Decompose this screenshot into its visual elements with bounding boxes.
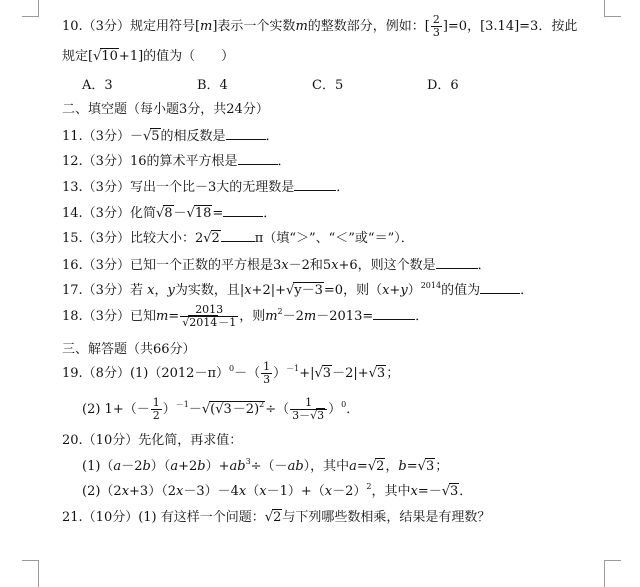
question-19 [62, 359, 399, 389]
radical-sign: √ [203, 231, 212, 246]
q14-text: － [173, 206, 187, 221]
radical-sign: √ [93, 49, 102, 64]
q17-text: + [389, 283, 401, 298]
crop-mark-top-right-h [604, 16, 621, 17]
q20-text: －2 [121, 459, 143, 474]
option-a: A．3 [82, 78, 113, 93]
var-y: y [167, 283, 175, 298]
q18-text: = [168, 309, 180, 324]
denominator: √2014－1 [182, 316, 237, 329]
radicand: 3 [450, 484, 459, 499]
q18-text: ． [415, 309, 429, 324]
radicand: 2 [376, 459, 385, 474]
radical-sign: √ [417, 459, 426, 474]
crop-mark-bottom-left-h [22, 560, 39, 561]
numerator: 1 [263, 360, 271, 373]
radical-sign: √ [314, 366, 323, 381]
q12-text: 12.（3分）16的算术平方根是 [62, 154, 238, 169]
q20-text: ）（ [150, 459, 171, 474]
option-d: D．6 [427, 78, 459, 93]
var-m: m [265, 309, 278, 324]
question-15 [62, 228, 414, 248]
q18-text: －2 [282, 309, 304, 324]
answer-blank [238, 151, 278, 165]
numerator: 1 [152, 396, 160, 409]
var-y: y [400, 283, 408, 298]
q21-text: 与下列哪些数相乘，结果是有理数？ [282, 510, 491, 525]
q10-text: 规定[ [62, 49, 94, 64]
var-b: b [142, 459, 151, 474]
radicand: 18 [194, 206, 212, 221]
q16-text: －2和5 [288, 258, 332, 273]
fraction-one-half [151, 397, 162, 422]
question-11 [62, 126, 279, 146]
q20-text: －3）－4 [183, 484, 239, 499]
radical-sign: √ [142, 129, 152, 144]
q20-text: －2） [332, 484, 367, 499]
option-c: C．5 [312, 78, 344, 93]
numerator: 1 [290, 397, 327, 410]
q20-text: ），其中 [303, 459, 350, 474]
q20-text: = [356, 459, 368, 474]
q20-text: ， [385, 459, 399, 474]
q20-text: (1)（ [82, 459, 114, 474]
radicand: 3 [425, 459, 435, 474]
exponent: 2 [366, 482, 372, 491]
radicand: y－3 [294, 283, 323, 298]
q20-text: ； [435, 459, 449, 474]
var-x: x [238, 484, 247, 499]
radical-sign: √ [441, 484, 451, 499]
q17-text: +2|+ [251, 283, 286, 298]
radicand: 2 [211, 231, 220, 246]
fraction-rationalize [290, 397, 327, 422]
var-a: a [113, 459, 122, 474]
q12-text: ． [277, 154, 291, 169]
q14-text: ． [263, 206, 277, 221]
question-19-part2 [82, 393, 359, 427]
var-m: m [200, 19, 213, 34]
crop-mark-bottom-right-h [604, 560, 621, 561]
q15-text: 15.（3分）比较大小：2 [62, 231, 204, 246]
radical-sign: √ [201, 402, 211, 417]
crop-mark-top-left-h [22, 16, 39, 17]
var-m: m [155, 309, 169, 324]
var-ab: ab [287, 459, 304, 474]
fraction-2013 [180, 304, 238, 329]
crop-mark-bottom-left-v [38, 560, 39, 587]
question-20-part1 [82, 458, 448, 476]
var-x: x [121, 484, 130, 499]
q19-text: ） [162, 402, 176, 417]
var-x: x [281, 258, 289, 273]
option-b: B．4 [197, 78, 228, 93]
question-16 [62, 255, 491, 275]
q19-text: +| [299, 366, 315, 381]
q20-text: =－ [417, 484, 442, 499]
q16-text: 16.（3分）已知一个正数的平方根是3 [62, 258, 282, 273]
q20-text: －1）+（ [266, 484, 325, 499]
numerator: 2013 [180, 304, 238, 317]
radicand: 3 [376, 366, 386, 381]
exponent: 0 [341, 400, 347, 409]
question-20-part2 [82, 483, 472, 501]
q11-text: ． [265, 129, 279, 144]
var-x: x [147, 283, 155, 298]
q20-text: +3）（2 [129, 484, 176, 499]
q17-text: 为实数，且| [174, 283, 245, 298]
q19-text: －2|+ [332, 366, 369, 381]
q19-text: ； [386, 366, 400, 381]
paren: ( [210, 402, 216, 417]
q10-text: 10.（3分）规定用符号[ [62, 19, 201, 34]
q10-text: ]=0，[3.14]=3．按此 [442, 19, 578, 34]
exponent: 3 [245, 457, 251, 466]
q19-text: ． [346, 402, 360, 417]
q20-text: ． [459, 484, 473, 499]
denominator-tail: －1 [218, 316, 237, 329]
q21-text: 21.（10分）(1) 有这样一个问题： [62, 510, 265, 525]
question-20 [62, 432, 242, 450]
q18-text: －2013= [316, 309, 374, 324]
radicand: $(√3-2)^2$ [210, 400, 265, 417]
radical-sign: √ [367, 459, 377, 474]
q14-text: 14.（3分）化简 [62, 206, 156, 221]
answer-blank [221, 228, 255, 242]
q15-text: π（填“＞”、“＜”或“＝”）． [254, 231, 414, 246]
fraction-two-thirds [431, 14, 442, 39]
q20-text: 20.（10分）先化简，再求值： [62, 433, 243, 448]
var-m: m [295, 19, 308, 34]
q19-text: ÷（ [265, 402, 290, 417]
q10-text: 的整数部分，例如：[ [307, 19, 430, 34]
radical-sign: √ [264, 510, 274, 525]
radical-sign: √ [155, 206, 165, 221]
q20-text: ，其中 [371, 484, 411, 499]
radical-sign: √ [368, 366, 377, 381]
var-x: x [410, 484, 418, 499]
var-a: a [170, 459, 179, 474]
answer-blank [223, 203, 263, 217]
radicand: 10 [101, 49, 118, 64]
q17-text: ， [154, 283, 168, 298]
var-x: x [259, 484, 267, 499]
var-x: x [331, 258, 339, 273]
q19-text: ） [328, 402, 342, 417]
exponent: －1 [286, 364, 300, 373]
question-10-options [82, 77, 542, 95]
question-18 [62, 302, 428, 332]
q14-text: = [212, 206, 224, 221]
section-2-heading: 二、填空题（每小题3分，共24分） [62, 102, 269, 117]
q19-text: 19.（8分）(1)（2012－π） [62, 366, 229, 381]
q20-text: +2 [178, 459, 198, 474]
answer-blank [226, 126, 266, 140]
q17-text: 的值为 [441, 283, 481, 298]
denominator: 3 [263, 373, 271, 386]
radicand-tail: －2) [232, 402, 260, 417]
var-x: x [175, 484, 184, 499]
q20-text: ）+ [205, 459, 230, 474]
denominator: 2 [152, 409, 160, 422]
var-a: a [349, 459, 357, 474]
var-x: x [244, 283, 252, 298]
q17-text: ） [407, 283, 421, 298]
crop-mark-bottom-right-v [604, 560, 605, 587]
radical-sign: √ [285, 283, 295, 298]
exponent: 2014 [420, 281, 442, 290]
q16-text: ． [477, 258, 491, 273]
q10-text: +1]的值为（ ） [118, 49, 235, 64]
exponent: －1 [175, 400, 189, 409]
q11-text: 的相反数是 [160, 129, 226, 144]
question-14 [62, 203, 276, 223]
q20-text: = [406, 459, 418, 474]
q20-text: (2)（2 [82, 484, 122, 499]
numerator: 2 [432, 13, 440, 26]
radicand: 2014 [189, 316, 218, 329]
q20-text: ÷（－ [250, 459, 288, 474]
q13-text: ． [336, 180, 350, 195]
q13-text: 13.（3分）写出一个比－3大的无理数是 [62, 180, 295, 195]
q10-text: ]表示一个实数 [212, 19, 296, 34]
q18-text: 18.（3分）已知 [62, 309, 156, 324]
denominator-head: 3－ [292, 409, 311, 422]
q17-text: =0，则（ [323, 283, 383, 298]
question-12 [62, 151, 291, 171]
var-b: b [197, 459, 206, 474]
answer-blank [294, 177, 336, 191]
q19-text: (2) 1+（－ [82, 402, 150, 417]
denominator: 3 [432, 26, 440, 39]
q19-text: －（ [234, 366, 261, 381]
q19-text: － [188, 402, 202, 417]
denominator: 3－√3 [292, 409, 325, 422]
var-b: b [398, 459, 407, 474]
question-21 [62, 509, 490, 527]
radicand: 3 [322, 366, 332, 381]
q17-text: ． [520, 283, 534, 298]
question-10-line2 [62, 48, 234, 66]
question-13 [62, 177, 349, 197]
q20-text: （ [246, 484, 260, 499]
inner-radicand: 3 [223, 402, 232, 417]
crop-mark-top-left-v [38, 0, 39, 16]
exponent: 2 [259, 400, 265, 409]
question-17 [62, 280, 533, 300]
answer-blank [480, 280, 520, 294]
answer-blank [373, 306, 415, 320]
exponent: 0 [229, 364, 235, 373]
radicand: 3 [317, 409, 325, 422]
var-ab: ab [229, 459, 246, 474]
fraction-one-third [261, 361, 272, 386]
q17-text: 17.（3分）若 [62, 283, 143, 298]
radicand: 2 [273, 510, 282, 525]
radicand: 8 [164, 206, 173, 221]
q19-text: ） [273, 366, 287, 381]
q11-text: 11.（3分）－ [62, 129, 143, 144]
exponent: 2 [277, 307, 283, 316]
q16-text: +6，则这个数是 [338, 258, 436, 273]
section-3-heading: 三、解答题（共66分） [62, 342, 196, 357]
var-m: m [303, 309, 317, 324]
radicand: 5 [151, 129, 160, 144]
crop-mark-top-right-v [604, 0, 605, 16]
question-10 [62, 14, 577, 39]
var-x: x [324, 484, 333, 499]
var-x: x [382, 283, 390, 298]
answer-blank [436, 255, 478, 269]
radical-sign: √ [186, 206, 195, 221]
q18-text: ，则 [239, 309, 266, 324]
